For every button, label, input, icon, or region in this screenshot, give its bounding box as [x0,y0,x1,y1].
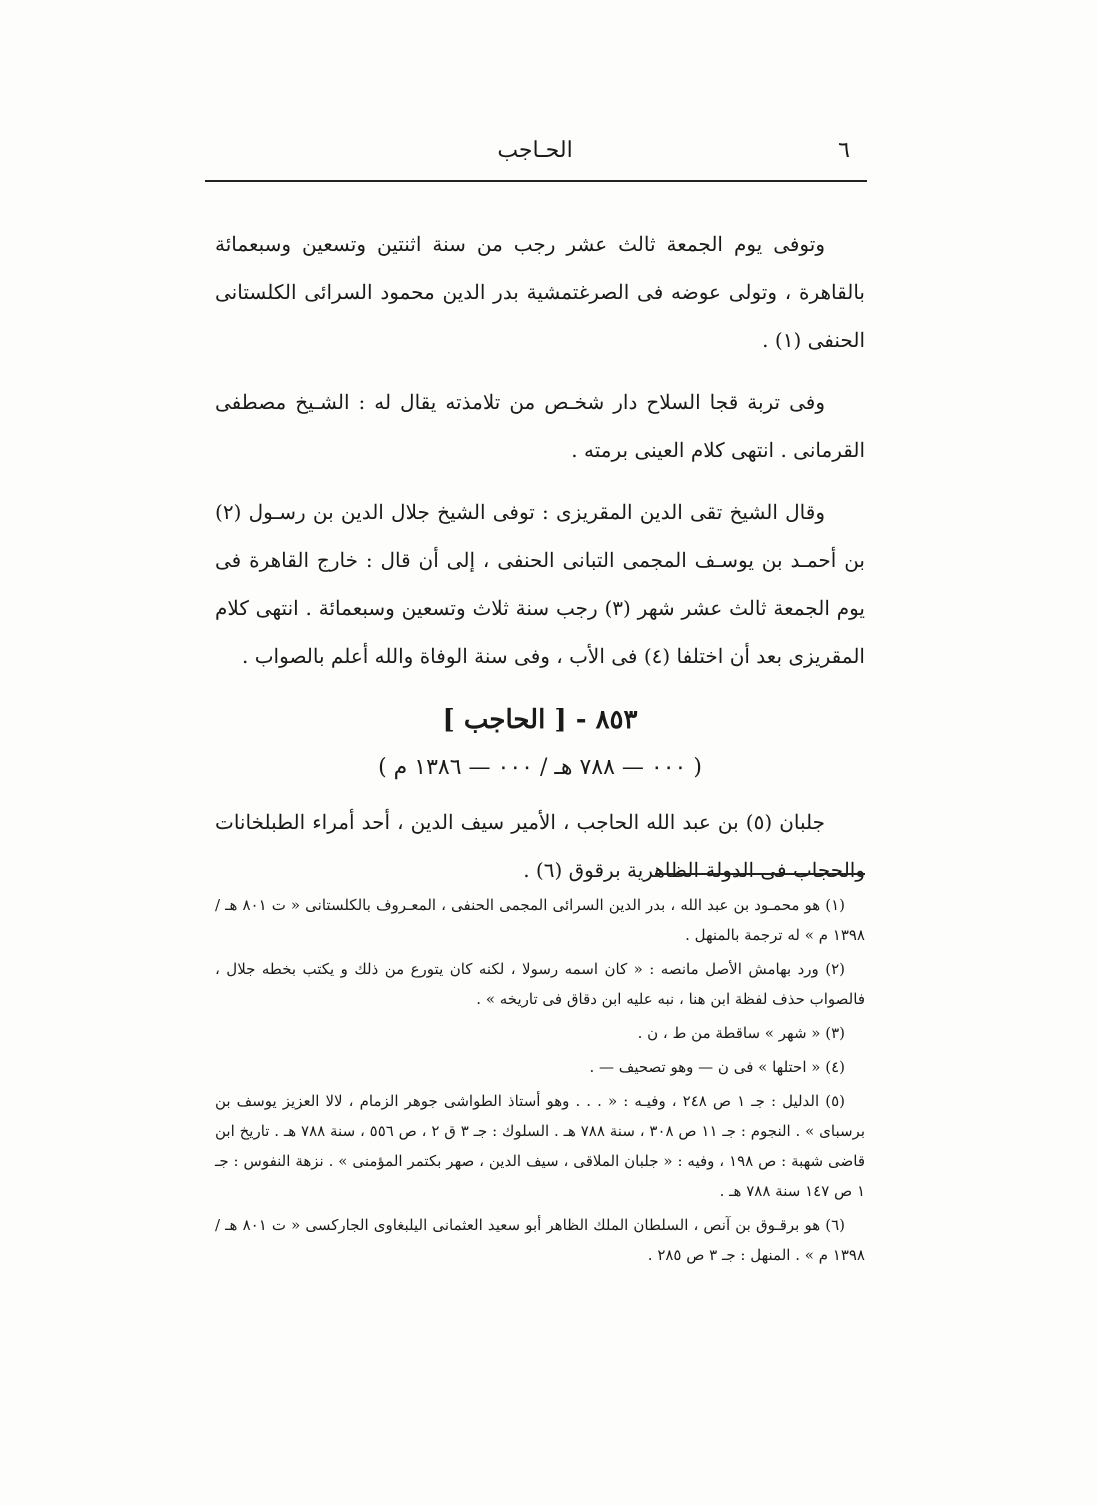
main-text [215,220,865,908]
footnote: (٥) الدليل : جـ ١ ص ٢٤٨ ، وفيـه : « . . . وهو أستاذ الطواشى جوهر الزمام ، لالا العزيز يوسف بن برسباى » . النجوم : جـ ١١ ص ٣٠٨ ، سنة ٧٨٨ هـ . السلوك : جـ ٣ ق ٢ ، ص ٥٥٦ ، سنة ٧٨٨ هـ . تاريخ ابن قاضى شهبة : ص ١٩٨ ، وفيه : « جلبان الملاقى ، سيف الدين ، صهر بكتمر المؤمنى » . نزهة النفوس : جـ ١ ص ١٤٧ سنة ٧٨٨ هـ . [215,1092,866,1200]
entry-dates: ( ٠٠٠ — ٧٨٨ هـ / ٠٠٠ — ١٣٨٦ م ) [378,755,702,780]
footnote: (٤) « احتلها » فى ن — وهو تصحيف — . [589,1058,845,1076]
paragraph: وقال الشيخ تقى الدين المقريزى : توفى الشيخ جلال الدين بن رسـول (٢) بن أحمـد بن يوسـف المجمى التبانى الحنفى ، إلى أن قال : خارج القاهرة فى يوم الجمعة ثالث عشر شهر (٣) رجب سنة ثلاث وتسعين وسبعمائة . انتهى كلام المقريزى بعد أن اختلفا (٤) فى الأب ، وفى سنة الوفاة والله أعلم بالصواب . [215,500,865,668]
entry-paragraph: جلبان (٥) بن عبد الله الحاجب ، الأمير سيف الدين ، أحد أمراء الطبلخانات والحجاب فى الدولة الظاهرية برقوق (٦) . [215,810,865,882]
footnotes [215,890,865,1274]
running-head: الحـاجب [497,138,573,163]
paragraph: وتوفى يوم الجمعة ثالث عشر رجب من سنة اثنتين وتسعين وسبعمائة بالقاهرة ، وتولى عوضه فى الصرغتمشية بدر الدين محمود السرائى الكلستانى الحنفى (١) . [215,232,865,352]
footnote: (١) هو محمـود بن عبد الله ، بدر الدين السرائى المجمى الحنفى ، المعـروف بالكلستانى « ت ٨٠١ هـ / ١٣٩٨ م » له ترجمة بالمنهل . [215,896,865,944]
page-number: ٦ [838,138,850,163]
footnote-rule [655,873,865,875]
page-header [205,138,865,178]
footnote: (٦) هو برقـوق بن آنص ، السلطان الملك الظاهر أبو سعيد العثمانى اليلبغاوى الجاركسى « ت ٨٠١ هـ / ١٣٩٨ م » . المنهل : جـ ٣ ص ٢٨٥ . [215,1216,865,1264]
footnote: (٣) « شهر » ساقطة من ط ، ن . [637,1024,845,1042]
header-rule [205,180,867,182]
entry-heading: ٨٥٣ - [ الحاجب ] [442,705,638,735]
footnote: (٢) ورد بهامش الأصل مانصه : « كان اسمه رسولا ، لكنه كان يتورع من ذلك و يكتب بخطه جلال ، فالصواب حذف لفظة ابن هنا ، نبه عليه ابن دقاق فى تاريخه » . [215,960,865,1008]
paragraph: وفى تربة قجا السلاح دار شخـص من تلامذته يقال له : الشـيخ مصطفى القرمانى . انتهى كلام العينى برمته . [215,390,865,462]
